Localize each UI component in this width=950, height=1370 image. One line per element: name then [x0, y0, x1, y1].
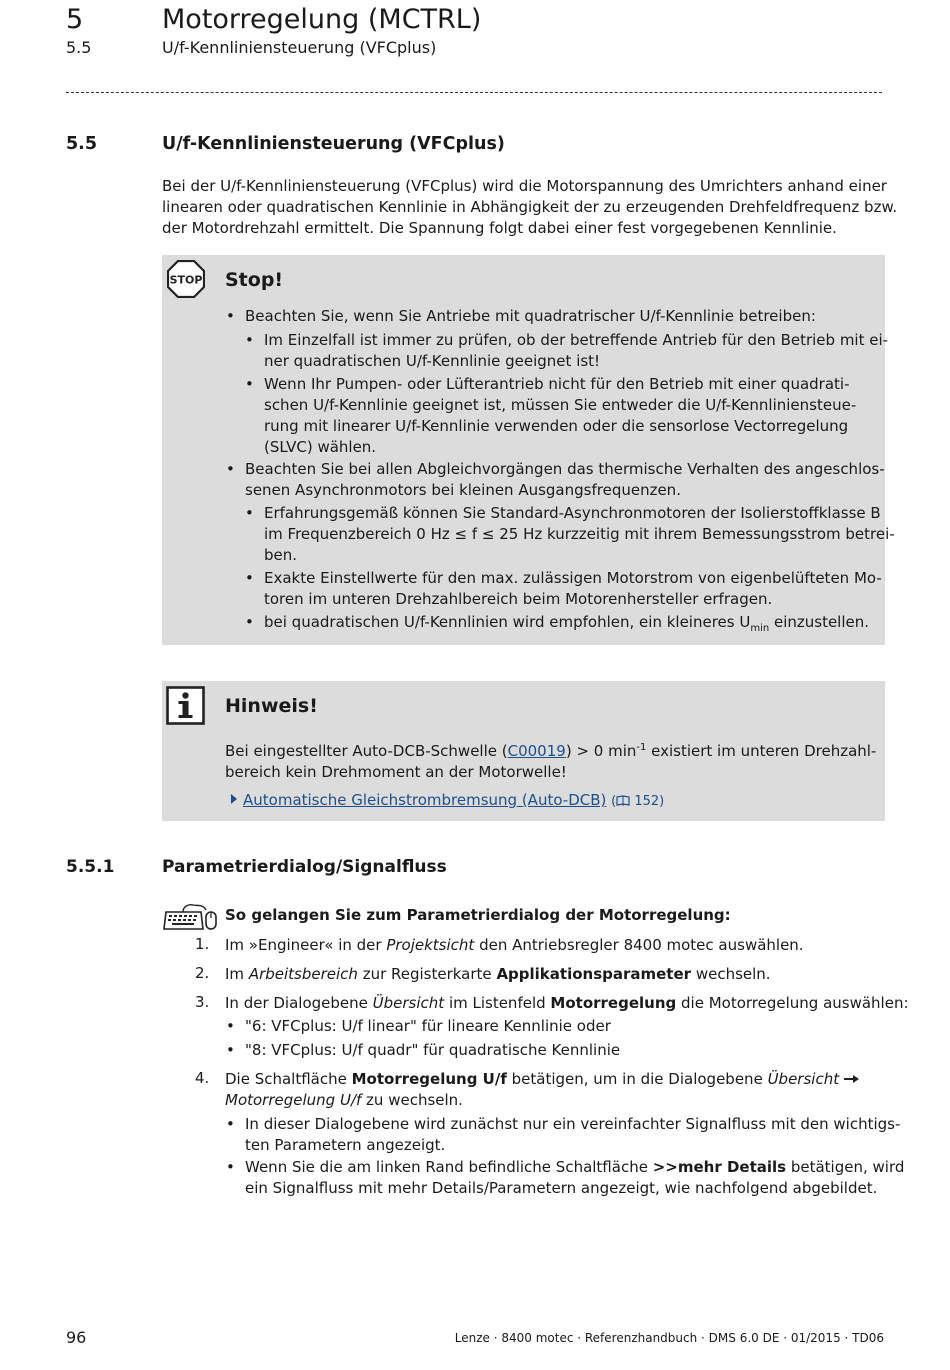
step-sub-bullet: • "6: VFCplus: U/f linear" für lineare Kennlinie oder — [245, 1016, 611, 1037]
subsection-title: Parametrierdialog/Signalfluss — [162, 857, 447, 877]
stop-bullet: • Beachten Sie bei allen Abgleichvorgängen das thermische Verhalten des angeschlos- senen Asynchronmotors bei kleinen Ausgangsfrequenzen. — [245, 459, 885, 501]
intro-line: der Motordrehzahl ermittelt. Die Spannung folgt dabei einer fest vorgegebenen Kennlinie. — [162, 219, 837, 237]
stop-sub-bullet: • bei quadratischen U/f-Kennlinien wird empfohlen, ein kleineres $U_{min}$ einzustellen. — [264, 612, 869, 633]
chapter-number: 5 — [66, 4, 84, 35]
intro-line: Bei der U/f-Kennliniensteuerung (VFCplus) wird die Motorspannung des Umrichters anhand einer — [162, 177, 887, 195]
stop-sign-icon — [167, 260, 205, 298]
stop-sub-bullet: • Im Einzelfall ist immer zu prüfen, ob der betreffende Antrieb für den Betrieb mit ei- ner quadratischen U/f-Kennlinie geeignet ist! — [264, 330, 888, 372]
hint-cross-reference — [231, 790, 664, 812]
header-divider — [66, 92, 882, 93]
parameter-link-c00019[interactable]: C00019 — [507, 742, 566, 760]
step-number: 1. — [195, 935, 210, 953]
intro-paragraph — [162, 176, 898, 239]
step-number: 2. — [195, 964, 210, 982]
subsection-number: 5.5.1 — [66, 857, 115, 877]
step-text: In der Dialogebene Übersicht im Listenfeld Motorregelung die Motorregelung auswählen: — [225, 994, 909, 1012]
step-text: Im Arbeitsbereich zur Registerkarte Applikationsparameter wechseln. — [225, 965, 771, 983]
section-title: U/f-Kennliniensteuerung (VFCplus) — [162, 134, 505, 154]
chapter-title: Motorregelung (MCTRL) — [162, 4, 482, 35]
header-section-number: 5.5 — [66, 38, 92, 57]
arrow-right-icon — [844, 1074, 859, 1084]
stop-heading: Stop! — [225, 269, 284, 291]
hint-heading: Hinweis! — [225, 695, 318, 717]
step-sub-bullet: • In dieser Dialogebene wird zunächst nur ein vereinfachter Signalfluss mit den wichtigs- ten Parametern angezeigt. — [245, 1114, 900, 1156]
footer-document-info: Lenze · 8400 motec · Referenzhandbuch · DMS 6.0 DE · 01/2015 · TD06 — [454, 1331, 884, 1345]
step-number: 4. — [195, 1069, 210, 1087]
step-text: Die Schaltfläche Motorregelung U/f betätigen, um in die Dialogebene Übersicht Motorregelung U/f zu wechseln. — [225, 1069, 859, 1111]
header-section-title: U/f-Kennliniensteuerung (VFCplus) — [162, 38, 437, 57]
section-number: 5.5 — [66, 134, 98, 154]
step-number: 3. — [195, 993, 210, 1011]
step-sub-bullet: • Wenn Sie die am linken Rand befindliche Schaltfläche >>mehr Details betätigen, wird ein Signalfluss mit mehr Details/Parametern angezeigt, wie nachfolgend abgebildet. — [245, 1157, 904, 1199]
page-number: 96 — [66, 1328, 87, 1347]
info-icon — [166, 686, 205, 725]
keyboard-mouse-icon — [163, 902, 219, 932]
link-arrow-icon — [231, 794, 237, 804]
stop-sub-bullet: • Wenn Ihr Pumpen- oder Lüfterantrieb nicht für den Betrieb mit einer quadrati- schen U/f-Kennlinie geeignet ist, müssen Sie entweder die U/f-Kennliniensteue- rung mit linearer U/f-Kennlinie verwenden oder die sensorlose Vectorregelung (SLVC) wählen. — [264, 374, 856, 458]
intro-line: linearen oder quadratischen Kennlinie in Abhängigkeit der zu erzeugenden Drehfeldfrequenz bzw. — [162, 198, 898, 216]
stop-sub-bullet: • Exakte Einstellwerte für den max. zulässigen Motorstrom von eigenbelüfteten Mo- toren im unteren Drehzahlbereich beim Motorenhersteller erfragen. — [264, 568, 882, 610]
step-text: Im »Engineer« in der Projektsicht den Antriebsregler 8400 motec auswählen. — [225, 936, 804, 954]
hint-text: Bei eingestellter Auto-DCB-Schwelle (C00019) > 0 $\min^{-1}$ existiert im unteren Drehzahl- bereich kein Drehmoment an der Motorwelle! — [225, 742, 877, 781]
page-reference[interactable]: ( 152) — [611, 794, 665, 809]
svg-text:STOP: STOP — [169, 273, 203, 287]
book-icon — [616, 795, 630, 806]
auto-dcb-link[interactable]: Automatische Gleichstrombremsung (Auto-DCB) — [243, 791, 607, 809]
step-sub-bullet: • "8: VFCplus: U/f quadr" für quadratische Kennlinie — [245, 1040, 620, 1061]
stop-bullet: • Beachten Sie, wenn Sie Antriebe mit quadratrischer U/f-Kennlinie betreiben: — [245, 306, 816, 327]
how-to-heading: So gelangen Sie zum Parametrierdialog der Motorregelung: — [225, 906, 731, 924]
stop-sub-bullet: • Erfahrungsgemäß können Sie Standard-Asynchronmotoren der Isolierstoffklasse B im Frequenzbereich 0 Hz ≤ f ≤ 25 Hz kurzzeitig mit ihrem Bemessungsstrom betrei- ben. — [264, 503, 895, 566]
